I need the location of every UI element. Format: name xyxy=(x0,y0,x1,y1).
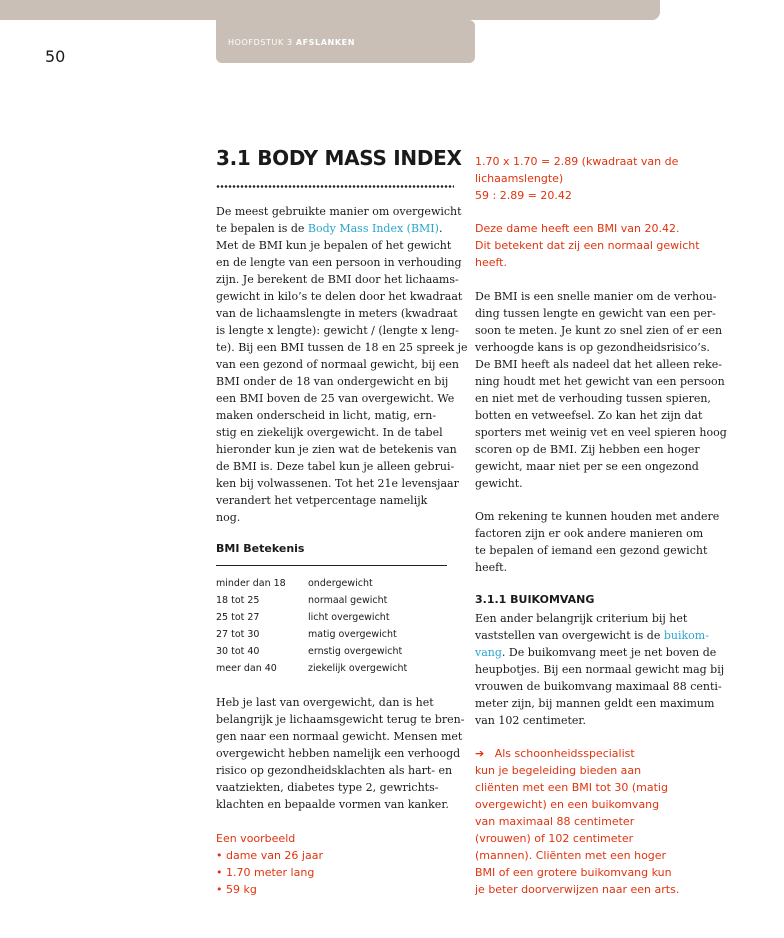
table-header-bmi: BMI xyxy=(216,542,240,555)
text-line: klachten en bepaalde vormen van kanker. xyxy=(216,798,449,811)
text-line xyxy=(475,627,717,644)
bmi-link[interactable]: Body Mass Index (BMI) xyxy=(307,222,439,235)
dotted-divider xyxy=(216,184,454,189)
text-line: De meest gebruikte manier om overgewicht xyxy=(216,205,462,218)
table-cell-bmi: 27 tot 30 xyxy=(216,629,260,640)
table-header-betekenis: Betekenis xyxy=(243,542,305,555)
table-row xyxy=(216,629,397,640)
arrow-right-icon: ➔ xyxy=(475,747,485,760)
table-cell-bmi: 30 tot 40 xyxy=(216,646,260,657)
result-block xyxy=(475,220,717,271)
text-fragment: te bepalen is de xyxy=(216,222,308,235)
text-line: overgewicht hebben namelijk een verhoogd xyxy=(216,747,461,760)
text-line xyxy=(475,644,717,661)
text-line: heeft. xyxy=(475,561,508,574)
text-line: 59 : 2.89 = 20.42 xyxy=(475,189,572,202)
text-line: soon te meten. Je kunt zo snel zien of er een xyxy=(475,324,723,337)
text-line: gewicht, maar niet per se een ongezond xyxy=(475,460,699,473)
chapter-title: AFSLANKEN xyxy=(295,38,355,47)
text-line: lichaamslengte) xyxy=(475,172,564,185)
text-line: botten en vetweefsel. Zo kan het zijn dat xyxy=(475,409,703,422)
table-header xyxy=(216,542,456,555)
table-cell-meaning: ziekelijk overgewicht xyxy=(308,663,408,674)
text-line: vrouwen de buikomvang maximaal 88 centi- xyxy=(475,680,722,693)
text-line: belangrijk je lichaamsgewicht terug te bren- xyxy=(216,713,465,726)
text-line: de BMI is. Deze tabel kun je alleen gebrui- xyxy=(216,460,455,473)
table-cell-meaning: licht overgewicht xyxy=(308,612,390,623)
table-cell-meaning: normaal gewicht xyxy=(308,595,388,606)
text-line: Deze dame heeft een BMI van 20.42. xyxy=(475,222,680,235)
text-line: heeft. xyxy=(475,256,507,269)
text-line: BMI of een grotere buikomvang kun xyxy=(475,866,672,879)
waist-link[interactable]: buikom- xyxy=(663,629,709,642)
subsection-title: 3.1.1 BUIKOMVANG xyxy=(475,593,595,606)
table-row xyxy=(216,612,390,623)
text-line: (mannen). Cliënten met een hoger xyxy=(475,849,667,862)
text-line: vaatziekten, diabetes type 2, gewrichts- xyxy=(216,781,439,794)
text-line: je beter doorverwijzen naar een arts. xyxy=(475,883,680,896)
text-line: ding tussen lengte en gewicht van een per- xyxy=(475,307,716,320)
section-title: 3.1 BODY MASS INDEX xyxy=(216,146,462,170)
table-cell-bmi: meer dan 40 xyxy=(216,663,277,674)
waist-paragraph xyxy=(475,610,725,729)
chapter-header xyxy=(228,38,355,47)
text-line: meter zijn, bij mannen geldt een maximum xyxy=(475,697,715,710)
table-cell-meaning: matig overgewicht xyxy=(308,629,397,640)
text-line: van de lichaamslengte in meters (kwadraat xyxy=(216,307,458,320)
overweight-paragraph xyxy=(216,694,465,813)
example-item: • dame van 26 jaar xyxy=(216,849,323,862)
table-row xyxy=(216,646,403,657)
text-line: en de lengte van een persoon in verhouding xyxy=(216,256,462,269)
text-line: kun je begeleiding bieden aan xyxy=(475,764,642,777)
text-line: (vrouwen) of 102 centimeter xyxy=(475,832,634,845)
text-line xyxy=(216,220,456,237)
page-number: 50 xyxy=(45,47,66,66)
text-line: overgewicht) en een buikomvang xyxy=(475,798,660,811)
text-line: scoren op de BMI. Zij hebben een hoger xyxy=(475,443,700,456)
example-title: Een voorbeeld xyxy=(216,832,296,845)
text-line: nog. xyxy=(216,511,241,524)
bmi-limitations-paragraph xyxy=(475,288,727,492)
text-line: zijn. Je berekent de BMI door het lichaams- xyxy=(216,273,459,286)
table-cell-bmi: minder dan 18 xyxy=(216,578,286,589)
text-line: Om rekening te kunnen houden met andere xyxy=(475,510,720,523)
text-line: stig en ziekelijk overgewicht. In de tabel xyxy=(216,426,443,439)
waist-link-cont[interactable]: vang xyxy=(475,646,502,659)
text-line: te). Bij een BMI tussen de 18 en 25 spreek je xyxy=(216,341,468,354)
text-line: gewicht in kilo’s te delen door het kwadraat xyxy=(216,290,463,303)
text-line: Een ander belangrijk criterium bij het xyxy=(475,612,688,625)
text-line: gewicht. xyxy=(475,477,523,490)
text-line: hieronder kun je zien wat de betekenis van xyxy=(216,443,457,456)
text-line: en niet met de verhouding tussen spieren, xyxy=(475,392,711,405)
text-fragment: . De buikomvang meet je net boven de xyxy=(501,646,717,659)
other-methods-paragraph xyxy=(475,508,720,576)
text-line: van maximaal 88 centimeter xyxy=(475,815,635,828)
text-line: verhoogde kans is op gezondheidsrisico’s. xyxy=(475,341,710,354)
tip-text: Als schoonheidsspecialist xyxy=(494,747,635,760)
text-line xyxy=(475,745,717,762)
table-row xyxy=(216,663,408,674)
table-row xyxy=(216,595,388,606)
text-line: BMI onder de 18 van ondergewicht en bij xyxy=(216,375,449,388)
text-line: van 102 centimeter. xyxy=(475,714,586,727)
text-line: Met de BMI kun je bepalen of het gewicht xyxy=(216,239,452,252)
text-line: Heb je last van overgewicht, dan is het xyxy=(216,696,434,709)
text-line: ken bij volwassenen. Tot het 21e levensjaar xyxy=(216,477,459,490)
intro-paragraph xyxy=(216,203,468,526)
text-line: De BMI is een snelle manier om de verhou- xyxy=(475,290,717,303)
text-line: heupbotjes. Bij een normaal gewicht mag bij xyxy=(475,663,725,676)
text-line: is lengte x lengte): gewicht / (lengte x leng- xyxy=(216,324,459,337)
text-line: cliënten met een BMI tot 30 (matig xyxy=(475,781,668,794)
text-fragment: vaststellen van overgewicht is de xyxy=(475,629,664,642)
chapter-label: HOOFDSTUK 3 xyxy=(228,38,293,47)
example-block xyxy=(216,830,456,898)
text-line: sporters met weinig vet en veel spieren hoog xyxy=(475,426,727,439)
calculation-block xyxy=(475,153,717,204)
text-line: van een gezond of normaal gewicht, bij een xyxy=(216,358,459,371)
table-rule xyxy=(216,565,447,566)
text-line: verandert het vetpercentage namelijk xyxy=(216,494,428,507)
text-line: risico op gezondheidsklachten als hart- en xyxy=(216,764,453,777)
text-line: factoren zijn er ook andere manieren om xyxy=(475,527,704,540)
text-line: Dit betekent dat zij een normaal gewicht xyxy=(475,239,700,252)
table-cell-meaning: ernstig overgewicht xyxy=(308,646,403,657)
table-cell-bmi: 18 tot 25 xyxy=(216,595,260,606)
text-line: een BMI boven de 25 van overgewicht. We xyxy=(216,392,455,405)
tip-block xyxy=(475,745,717,898)
text-line: ning houdt met het gewicht van een persoon xyxy=(475,375,725,388)
example-item: • 1.70 meter lang xyxy=(216,866,315,879)
text-line: De BMI heeft als nadeel dat het alleen reke- xyxy=(475,358,722,371)
table-cell-bmi: 25 tot 27 xyxy=(216,612,260,623)
text-line: maken onderscheid in licht, matig, ern- xyxy=(216,409,437,422)
text-line: gen naar een normaal gewicht. Mensen met xyxy=(216,730,463,743)
table-row xyxy=(216,578,373,589)
text-fragment: . xyxy=(438,222,443,235)
text-line: 1.70 x 1.70 = 2.89 (kwadraat van de xyxy=(475,155,679,168)
example-item: • 59 kg xyxy=(216,883,257,896)
header-bar xyxy=(0,0,660,20)
text-line: te bepalen of iemand een gezond gewicht xyxy=(475,544,708,557)
table-cell-meaning: ondergewicht xyxy=(308,578,373,589)
